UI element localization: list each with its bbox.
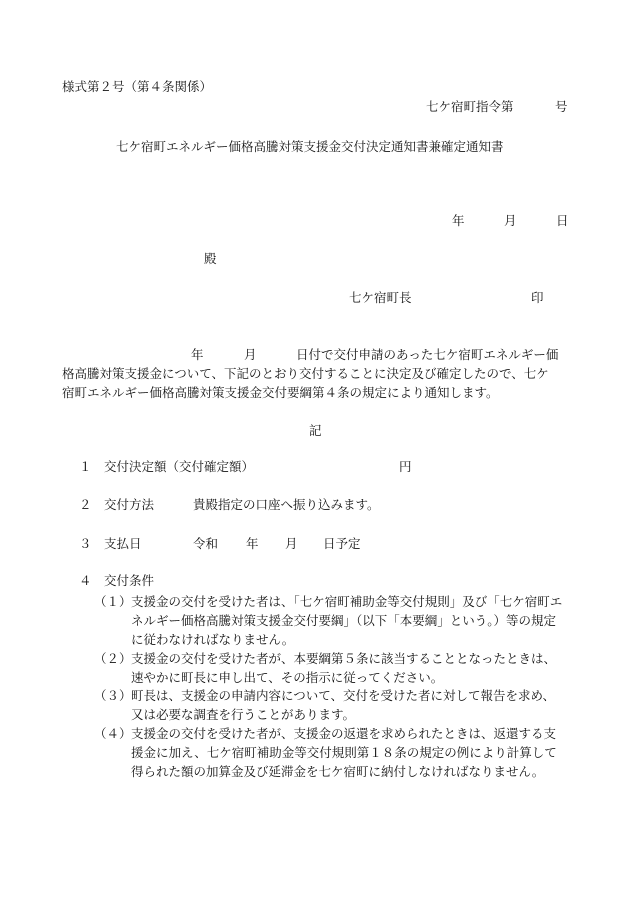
item-2-value: 貴殿指定の口座へ振り込みます。: [193, 497, 380, 512]
date-year: 年: [452, 213, 465, 228]
condition-4-number: （４）: [94, 726, 132, 741]
doc-number-prefix: 七ケ宿町指令第: [426, 99, 514, 114]
condition-4-line: 援金に加え、七ケ宿町補助金等交付規則第１８条の規定の例により計算して: [131, 745, 557, 760]
item-4-number: ４: [79, 573, 92, 588]
intro-month: 月: [244, 347, 257, 362]
form-label: 様式第２号（第４条関係）: [62, 79, 213, 94]
document-title: 七ケ宿町エネルギー価格高騰対策支援金交付決定通知書兼確定通知書: [116, 139, 504, 154]
date-month: 月: [504, 213, 517, 228]
item-3-month: 月: [285, 536, 298, 551]
condition-2-number: （２）: [94, 651, 132, 666]
doc-number-suffix: 号: [555, 99, 568, 114]
item-1-label: 交付決定額（交付確定額）: [104, 459, 255, 474]
condition-3-number: （３）: [94, 688, 132, 703]
seal-mark: 印: [531, 290, 544, 305]
date-day: 日: [556, 213, 569, 228]
issuer: 七ケ宿町長: [349, 290, 412, 305]
intro-line-1: 日付で交付申請のあった七ケ宿町エネルギー価: [296, 347, 559, 362]
condition-2-line: 支援金の交付を受けた者が、本要綱第５条に該当することとなったときは、: [131, 651, 557, 666]
condition-2-line: 速やかに町長に申し出て、その指示に従ってください。: [131, 670, 444, 685]
item-1-value: 円: [399, 459, 412, 474]
condition-3-line: 町長は、支援金の申請内容について、交付を受けた者に対して報告を求め、: [131, 688, 556, 703]
condition-1-number: （１）: [94, 594, 132, 609]
condition-3-line: 又は必要な調査を行うことがあります。: [131, 707, 356, 722]
item-3-year: 年: [246, 536, 259, 551]
condition-4-line: 支援金の交付を受けた者が、支援金の返還を求められたときは、返還する支: [131, 726, 557, 741]
condition-1-line: に従わなければなりません。: [131, 632, 295, 647]
item-3-number: ３: [79, 536, 92, 551]
item-3-era: 令和: [193, 536, 219, 551]
ki-marker: 記: [309, 423, 322, 438]
intro-line-2: 格高騰対策支援金について、下記のとおり交付することに決定及び確定したので、七ケ: [62, 366, 549, 381]
item-4-label: 交付条件: [104, 573, 155, 588]
addressee-suffix: 殿: [204, 251, 217, 266]
condition-4-line: 得られた額の加算金及び延滞金を七ケ宿町に納付しなければなりません。: [131, 764, 545, 779]
item-3-day: 日予定: [323, 536, 361, 551]
item-2-number: ２: [79, 497, 92, 512]
condition-1-line: 支援金の交付を受けた者は、「七ケ宿町補助金等交付規則」及び「七ケ宿町エ: [131, 594, 563, 609]
intro-line-3: 宿町エネルギー価格高騰対策支援金交付要綱第４条の規定により通知します。: [62, 385, 499, 400]
item-2-label: 交付方法: [104, 497, 155, 512]
intro-year: 年: [191, 347, 204, 362]
condition-1-line: ネルギー価格高騰対策支援金交付要綱」（以下「本要綱」という。）等の規定: [131, 613, 557, 628]
item-1-number: １: [79, 459, 92, 474]
item-3-label: 支払日: [104, 536, 142, 551]
